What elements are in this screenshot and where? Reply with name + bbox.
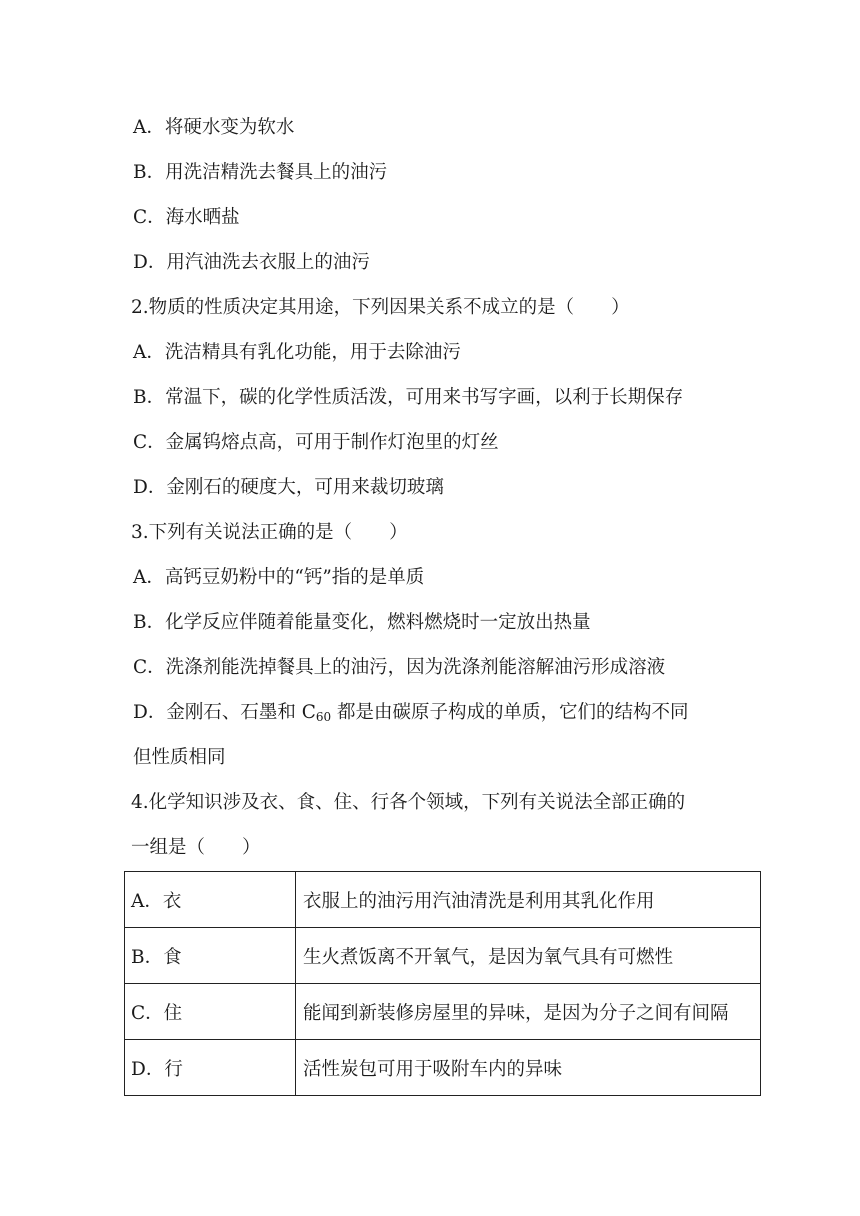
q3-option-c: C．洗涤剂能洗掉餐具上的油污，因为洗涤剂能溶解油污形成溶液 (133, 657, 666, 678)
table-row (125, 928, 761, 984)
table-cell-value: 生火煮饭离不开氧气，是因为氧气具有可燃性 (296, 928, 761, 984)
q2-stem: 2.物质的性质决定其用途，下列因果关系不成立的是（ ） (131, 297, 630, 318)
table-cell-key: A．衣 (125, 872, 296, 928)
table-cell-value: 活性炭包可用于吸附车内的异味 (296, 1040, 761, 1096)
q3-option-b: B．化学反应伴随着能量变化，燃料燃烧时一定放出热量 (133, 612, 591, 633)
q2-option-a: A．洗洁精具有乳化功能，用于去除油污 (133, 342, 461, 363)
q2-option-b: B．常温下，碳的化学性质活泼，可用来书写字画，以利于长期保存 (133, 387, 684, 408)
table-row (125, 1040, 761, 1096)
q3-option-d-text-after: 都是由碳原子构成的单质，它们的结构不同 (331, 702, 689, 723)
table-cell-key: C．住 (125, 984, 296, 1040)
q1-option-d: D．用汽油洗去衣服上的油污 (133, 252, 370, 273)
table-row (125, 984, 761, 1040)
q3-option-d (133, 701, 689, 729)
q3-option-d-continuation: 但性质相同 (133, 747, 226, 768)
q2-option-c: C．金属钨熔点高，可用于制作灯泡里的灯丝 (133, 432, 499, 453)
q3-option-d-subscript: 60 (315, 710, 332, 724)
q1-option-c: C．海水晒盐 (133, 207, 240, 228)
table-cell-key: D．行 (125, 1040, 296, 1096)
q3-stem: 3.下列有关说法正确的是（ ） (131, 522, 408, 543)
table-cell-value: 能闻到新装修房屋里的异味，是因为分子之间有间隔 (296, 984, 761, 1040)
table-cell-key: B．食 (125, 928, 296, 984)
q3-option-a: A．高钙豆奶粉中的“钙”指的是单质 (133, 567, 425, 588)
table-row (125, 872, 761, 928)
q2-option-d: D．金刚石的硬度大，可用来裁切玻璃 (133, 477, 444, 498)
q3-option-d-text-before: D．金刚石、石墨和 C (133, 702, 316, 723)
q4-answer-table (124, 871, 761, 1096)
table-cell-value: 衣服上的油污用汽油清洗是利用其乳化作用 (296, 872, 761, 928)
q1-option-a: A．将硬水变为软水 (133, 117, 295, 138)
q1-option-b: B．用洗洁精洗去餐具上的油污 (133, 162, 388, 183)
q4-stem-line1: 4.化学知识涉及衣、食、住、行各个领域，下列有关说法全部正确的 (131, 792, 686, 813)
q4-stem-line2: 一组是（ ） (131, 837, 261, 858)
